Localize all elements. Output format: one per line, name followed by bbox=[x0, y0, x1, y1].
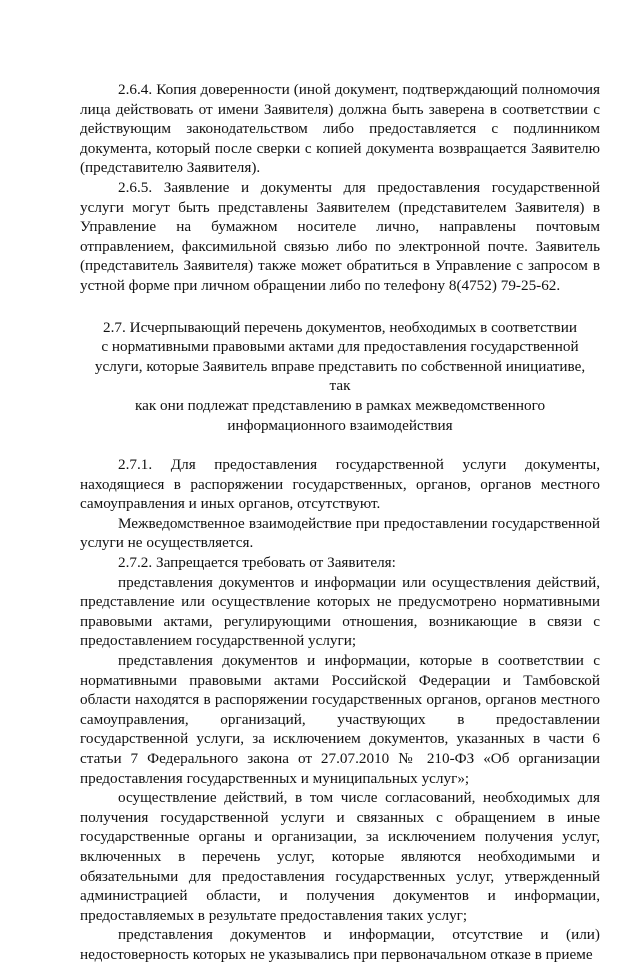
paragraph-2-6-4: 2.6.4. Копия доверенности (иной документ, подтверждающий полномочия лица действовать от имени Заявителя) должна быть заверена в соответствии с действующим законодательством либо предоставляется с подлинником документа, который после сверки с копией документа возвращается Заявителю (представителю Заявителя). bbox=[80, 81, 600, 177]
heading-line: информационного взаимодействия bbox=[227, 416, 453, 434]
list-item-3: осуществление действий, в том числе согласований, необходимых для получения государственной услуги и связанных с обращением в иные государственные органы и организации, за исключением получения услуг, включенных в перечень услуг, которые являются необходимыми и обязательными для предоставления государственных услуг, утвержденный администрацией области, и получения документов и информации, предоставляемых в результате предоставления таких услуг; bbox=[80, 789, 600, 924]
list-item-4: представления документов и информации, отсутствие и (или) недостоверность которых не указывались при первоначальном отказе в приеме bbox=[80, 926, 600, 963]
paragraph-2-7-2: 2.7.2. Запрещается требовать от Заявителя: bbox=[118, 554, 396, 572]
heading-line: услуги, которые Заявитель вправе представить по собственной инициативе, так bbox=[94, 357, 586, 395]
list-item-1: представления документов и информации или осуществления действий, представление или осуществление которых не предусмотрено нормативными правовыми актами, регулирующими отношения, возникающие в связи с предоставлением государственной услуги; bbox=[80, 573, 600, 650]
list-item-2: представления документов и информации, которые в соответствии с нормативными правовыми актами Российской Федерации и Тамбовской области находятся в распоряжении государственных органов, органов местного самоуправления, организаций, участвующих в предоставлении государственной услуги, за исключением документов, указанных в части 6 статьи 7 Федерального закона от 27.07.2010 № 210-ФЗ «Об организации предоставления государственных и муниципальных услуг»; bbox=[80, 652, 600, 787]
paragraph-2-7-1: 2.7.1. Для предоставления государственной услуги документы, находящиеся в распоряжении государственных, органов, органов местного самоуправления и иных органов, отсутствуют. bbox=[80, 456, 600, 513]
paragraph-2-6-5: 2.6.5. Заявление и документы для предоставления государственной услуги могут быть представлены Заявителем (представителем Заявителя) в Управление на бумажном носителе лично, направлены почтовым отправлением, факсимильной связью либо по электронной почте. Заявитель (представитель Заявителя) также может обратиться в Управление с запросом в устной форме при личном обращении либо по телефону 8(4752) 79-25-62. bbox=[80, 178, 600, 294]
section-heading-2-7 bbox=[80, 318, 600, 436]
heading-line: с нормативными правовыми актами для предоставления государственной bbox=[101, 338, 579, 356]
heading-line: 2.7. Исчерпывающий перечень документов, необходимых в соответствии bbox=[103, 318, 577, 336]
paragraph-interaction: Межведомственное взаимодействие при предоставлении государственной услуги не осуществляется. bbox=[80, 514, 600, 552]
document-body bbox=[80, 80, 600, 965]
heading-line: как они подлежат представлению в рамках межведомственного bbox=[134, 396, 546, 414]
